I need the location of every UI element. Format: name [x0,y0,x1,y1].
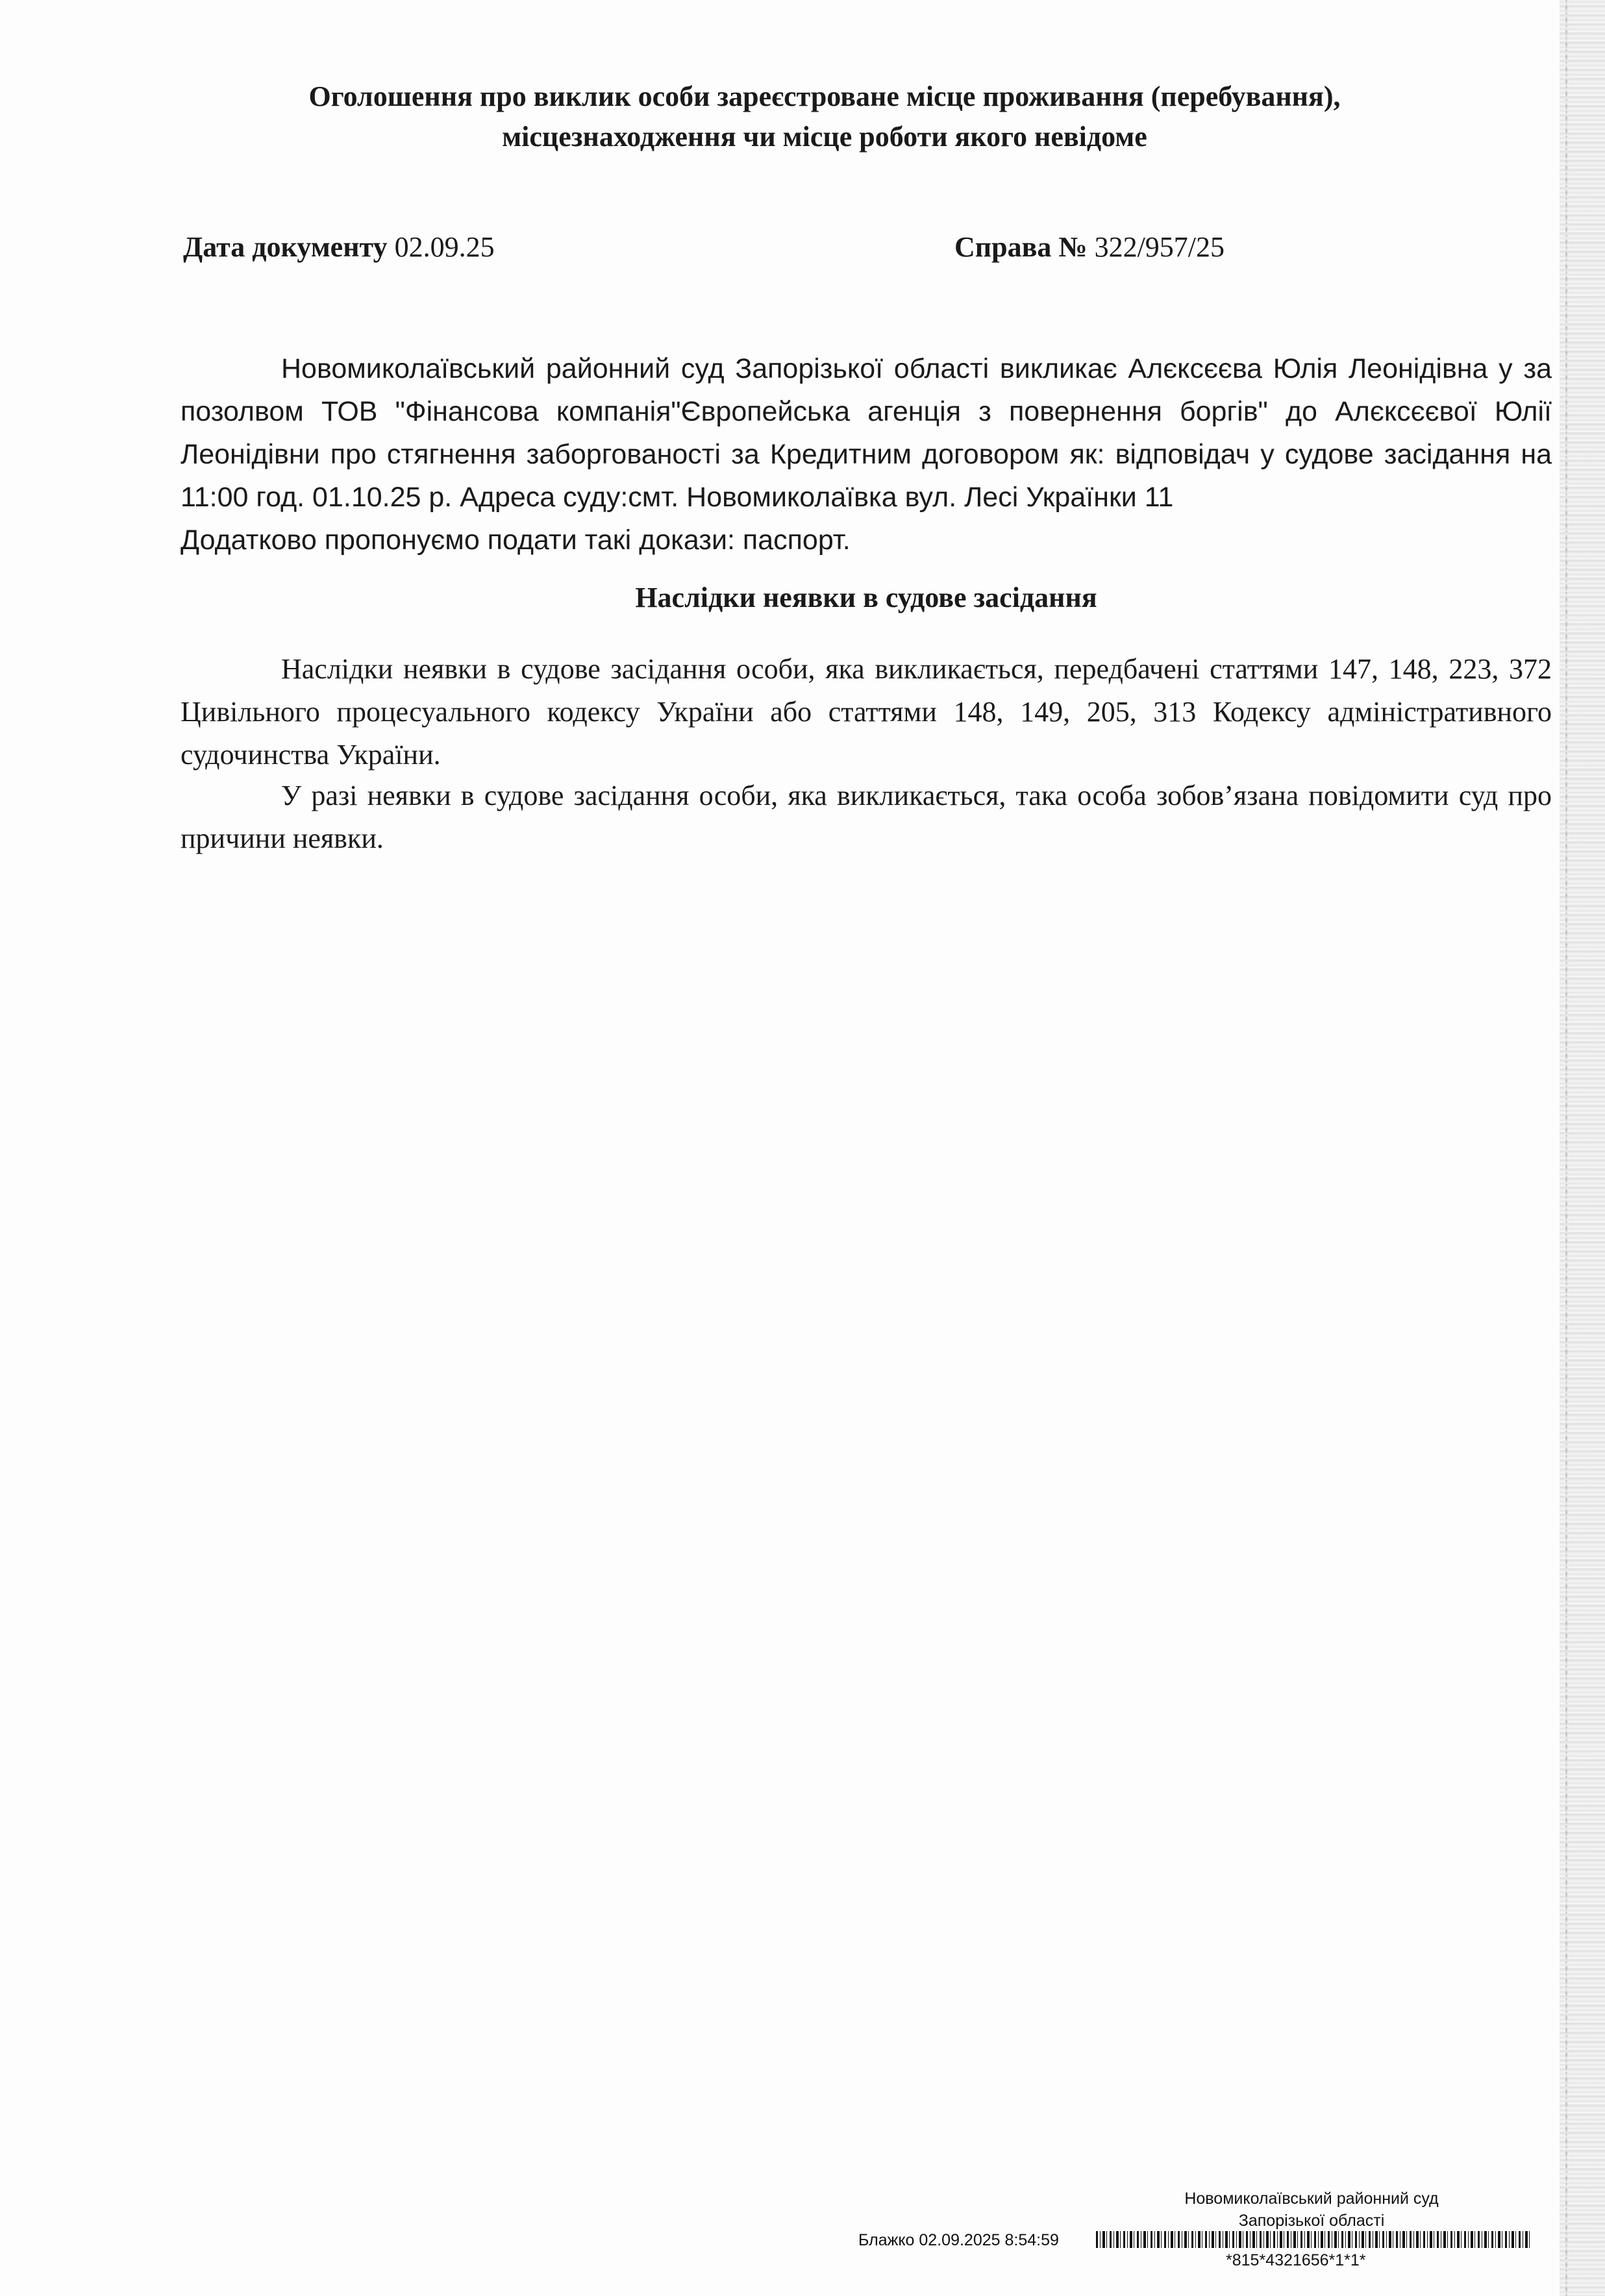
summons-block [180,347,1552,562]
footer-court-line-2: Запорізької області [1238,2212,1385,2230]
document-title [182,77,1467,157]
date-label: Дата документу [183,231,388,263]
barcode-code: *815*4321656*1*1* [1226,2251,1366,2269]
document-date [183,227,495,267]
date-value: 02.09.25 [394,231,495,263]
consequences-heading: Наслідки неявки в судове засідання [635,582,1097,613]
evidence-line: Додатково пропонуємо подати такі докази: паспорт. [180,525,851,556]
title-line-1: Оголошення про виклик особи зареєстроване місце проживання (перебування), [308,80,1341,112]
consequences-paragraph: Наслідки неявки в судове засідання особи, яка викликається, передбачені статтями 147, 148, 223, 372 Цивільного процесуального кодексу України або статтями 148, 149, 205, 313 Кодексу адміністративного судочинства України. [180,653,1552,771]
case-label: Справа № [954,231,1088,263]
footer-registration-stamp: Блажко 02.09.2025 8:54:59 [858,2231,1059,2249]
obligation-paragraph: У разі неявки в судове засідання особи, яка викликається, така особа зобов’язана повідомити суд про причини неявки. [180,780,1552,854]
case-number [954,227,1225,267]
scan-edge-line [1565,0,1567,2296]
case-value: 322/957/25 [1094,231,1225,263]
footer-court-name [1130,2188,1493,2232]
footer-court-line-1: Новомиколаївський районний суд [1184,2190,1439,2208]
barcode [1096,2231,1532,2248]
summons-paragraph: Новомиколаївський районний суд Запорізької області викликає Алєксєєва Юлія Леонідівна у за позолвом ТОВ "Фінансова компанія"Європейська агенція з повернення боргів" до Алєксєєвої Юлії Леонідівни про стягнення заборгованості за Кредитним договором як: відповідач у судове засідання на 11:00 год. 01.10.25 р. Адреса суду:смт. Новомиколаївка вул. Лесі Українки 11 [180,353,1552,513]
title-line-2: місцезнаходження чи місце роботи якого невідоме [502,121,1147,153]
